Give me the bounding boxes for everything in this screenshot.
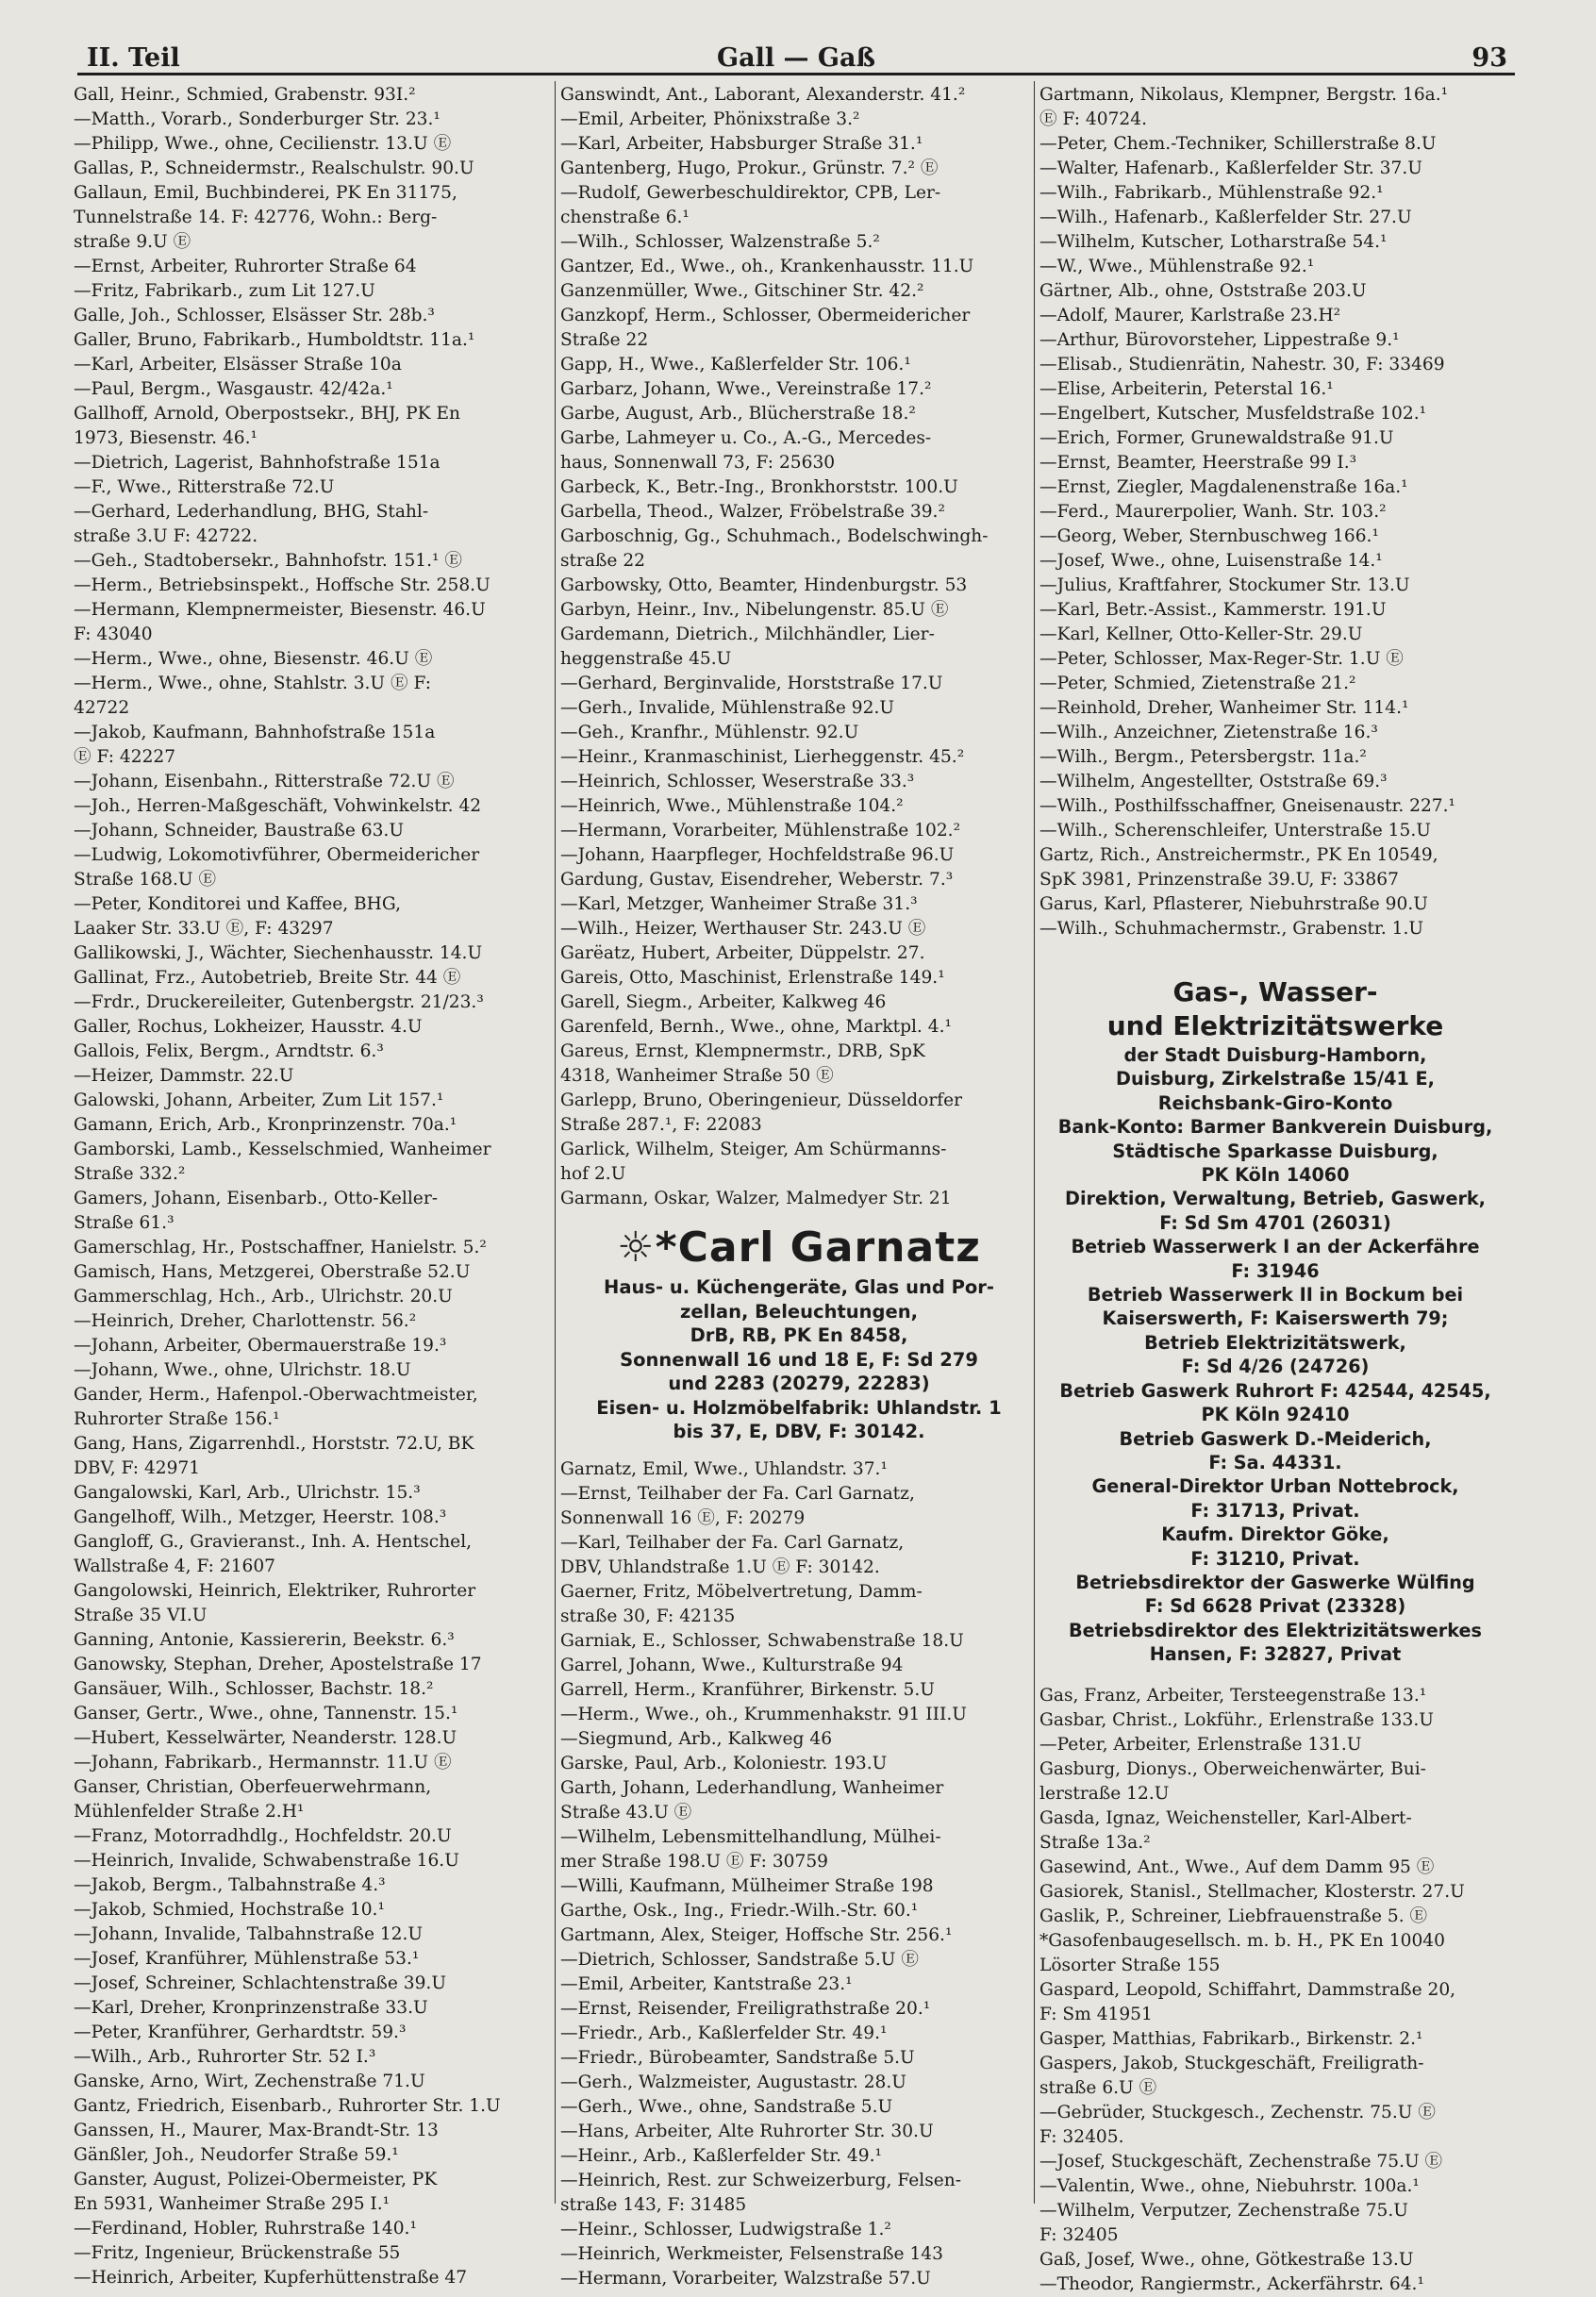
directory-entry: Gaslik, P., Schreiner, Liebfrauenstraße 5. Ⓔ (1039, 1906, 1428, 1926)
advert-line: und 2283 (20279, 22283) (668, 1373, 930, 1394)
directory-entry: —Karl, Teilhaber der Fa. Carl Garnatz, (560, 1532, 905, 1553)
directory-entry: —Arthur, Bürovorsteher, Lippestraße 9.¹ (1039, 330, 1400, 350)
directory-entry: —Ernst, Reisender, Freiligrathstraße 20.¹ (560, 1998, 931, 2019)
page-header (77, 38, 1515, 75)
directory-entry: —Heinrich, Schlosser, Weserstraße 33.³ (560, 772, 915, 791)
directory-entry: —Heinrich, Wwe., Mühlenstraße 104.² (560, 796, 904, 816)
directory-entry: Straße 61.³ (74, 1213, 175, 1233)
directory-entry: —Hermann, Vorarbeiter, Walzstraße 57.U (560, 2268, 931, 2289)
directory-entry: Garbe, August, Arb., Blücherstraße 18.² (560, 404, 916, 424)
advert-line: Reichsbank-Giro-Konto (1157, 1091, 1393, 1114)
gaswerke-details (1039, 1043, 1511, 1667)
directory-entry: Ganster, August, Polizei-Obermeister, PK (74, 2170, 438, 2189)
directory-entry: —Theodor, Rangiermstr., Ackerfährstr. 64.¹ (1039, 2273, 1424, 2294)
directory-entry: straße 143, F: 31485 (560, 2194, 747, 2215)
directory-entry: *Gasofenbaugesellsch. m. b. H., PK En 10040 (1039, 1930, 1445, 1951)
directory-entry: Gallas, P., Schneidermstr., Realschulstr. 90.U (74, 158, 474, 178)
advert-line: Städtische Sparkasse Duisburg, (1112, 1140, 1438, 1162)
directory-entry: Galle, Joh., Schlosser, Elsässer Str. 28b.³ (74, 306, 435, 325)
directory-entry: —Wilh., Posthilfsschaffner, Gneisenaustr. 227.¹ (1039, 796, 1456, 816)
directory-entry: hof 2.U (560, 1164, 626, 1184)
directory-entry: —Gerh., Wwe., ohne, Sandstraße 5.U (560, 2096, 893, 2117)
directory-entry: Ⓔ F: 42227 (74, 747, 176, 767)
advert-line: F: Sd Sm 4701 (26031) (1159, 1211, 1391, 1234)
directory-entry: —Wilh., Schuhmachermstr., Grabenstr. 1.U (1039, 919, 1424, 939)
directory-entry: Gangelhoff, Wilh., Metzger, Heerstr. 108.³ (74, 1507, 447, 1527)
directory-entry: straße 22 (560, 551, 645, 571)
directory-entry: Gardung, Gustav, Eisendreher, Weberstr. 7.³ (560, 870, 954, 890)
directory-entry: —Hermann, Klempnermeister, Biesenstr. 46.U (74, 600, 486, 620)
directory-entry: —Karl, Kellner, Otto-Keller-Str. 29.U (1039, 624, 1363, 644)
directory-entry: Straße 35 VI.U (74, 1606, 208, 1625)
directory-entry: Gartmann, Alex, Steiger, Hoffsche Str. 256.¹ (560, 1924, 953, 1945)
directory-entry: —Ernst, Arbeiter, Ruhrorter Straße 64 (74, 257, 417, 276)
directory-entry: —Ernst, Ziegler, Magdalenenstraße 16a.¹ (1039, 477, 1408, 497)
directory-entry: Tunnelstraße 14. F: 42776, Wohn.: Berg- (74, 208, 438, 227)
directory-entry: —Wilh., Heizer, Werthauser Str. 243.U Ⓔ (560, 919, 926, 939)
directory-entry: —Jakob, Kaufmann, Bahnhofstraße 151a (74, 723, 436, 742)
directory-entry: —Wilhelm, Angestellter, Oststraße 69.³ (1039, 772, 1388, 791)
directory-entry: mer Straße 198.U Ⓔ F: 30759 (560, 1851, 828, 1872)
section-label: II. Teil (87, 43, 180, 73)
directory-entry: Ganske, Arno, Wirt, Zechenstraße 71.U (74, 2072, 425, 2091)
directory-entry: —Gerh., Invalide, Mühlenstraße 92.U (560, 698, 895, 718)
directory-entry: —Johann, Invalide, Talbahnstraße 12.U (74, 1924, 424, 1944)
directory-entry: —Karl, Arbeiter, Habsburger Straße 31.¹ (560, 134, 923, 154)
directory-entry: Gasda, Ignaz, Weichensteller, Karl-Albert- (1039, 1807, 1412, 1828)
advert-line: zellan, Beleuchtungen, (679, 1300, 919, 1323)
directory-entry: —Peter, Kranführer, Gerhardtstr. 59.³ (74, 2022, 407, 2042)
directory-entry: Gärtner, Alb., ohne, Oststraße 203.U (1039, 281, 1367, 301)
advert-line: Betrieb Elektrizitätswerk, (1144, 1331, 1406, 1354)
directory-entry: —Hermann, Vorarbeiter, Mühlenstraße 102.² (560, 821, 961, 841)
directory-entry: Ⓔ F: 40724. (1039, 109, 1147, 129)
directory-entry: Gamers, Johann, Eisenbarb., Otto-Keller- (74, 1189, 438, 1208)
directory-entry: —Engelbert, Kutscher, Musfeldstraße 102.¹ (1039, 404, 1427, 424)
directory-entry: Laaker Str. 33.U Ⓔ, F: 43297 (74, 919, 334, 939)
directory-entry: —Hubert, Kesselwärter, Neanderstr. 128.U (74, 1728, 457, 1748)
directory-entry: lerstraße 12.U (1039, 1783, 1170, 1804)
directory-entry: —Erich, Former, Grunewaldstraße 91.U (1039, 428, 1394, 448)
directory-entry: Gallikowski, J., Wächter, Siechenhausstr. 14.U (74, 943, 483, 963)
directory-entry: —Frdr., Druckereileiter, Gutenbergstr. 21/23.³ (74, 992, 484, 1012)
directory-entry: Gamerschlag, Hr., Postschaffner, Hanielstr. 5.² (74, 1238, 487, 1257)
directory-entry: Gammerschlag, Hch., Arb., Ulrichstr. 20.U (74, 1287, 453, 1307)
directory-entry: —Reinhold, Dreher, Wanheimer Str. 114.¹ (1039, 698, 1409, 718)
directory-entry: Garbowsky, Otto, Beamter, Hindenburgstr. 53 (560, 575, 968, 595)
directory-entry: Gaß, Josef, Wwe., ohne, Götkestraße 13.U (1039, 2249, 1414, 2270)
directory-entry: Gallois, Felix, Bergm., Arndtstr. 6.³ (74, 1041, 384, 1061)
directory-entry: Gartmann, Nikolaus, Klempner, Bergstr. 16a.¹ (1039, 85, 1449, 105)
directory-entry: Gaspers, Jakob, Stuckgeschäft, Freiligrath- (1039, 2053, 1424, 2073)
advert-line: PK Köln 14060 (1201, 1164, 1350, 1187)
advert-line: Kaufm. Direktor Göke, (1161, 1523, 1389, 1546)
directory-entry: straße 9.U Ⓔ (74, 232, 191, 252)
gaswerke-title-2: und Elektrizitätswerke (1106, 1010, 1444, 1041)
advert-line: F: 31713, Privat. (1190, 1499, 1360, 1522)
directory-entry: Gasper, Matthias, Fabrikarb., Birkenstr. 2.¹ (1039, 2028, 1423, 2049)
directory-entry: Gangloff, G., Gravieranst., Inh. A. Hentschel, (74, 1532, 473, 1552)
directory-entry: haus, Sonnenwall 73, F: 25630 (560, 453, 836, 473)
column-right (1039, 83, 1511, 2297)
directory-entry: Gantz, Friedrich, Eisenbarb., Ruhrorter Str. 1.U (74, 2096, 501, 2116)
directory-entry: —Josef, Wwe., ohne, Luisenstraße 14.¹ (1039, 551, 1383, 571)
directory-entry: —Johann, Wwe., ohne, Ulrichstr. 18.U (74, 1360, 411, 1380)
directory-entry: —Herm., Wwe., ohne, Biesenstr. 46.U Ⓔ (74, 649, 433, 669)
directory-entry: Garbarz, Johann, Wwe., Vereinstraße 17.² (560, 379, 932, 399)
directory-entry: Garenfeld, Bernh., Wwe., ohne, Marktpl. 4.¹ (560, 1017, 952, 1037)
directory-entry: —Wilh., Scherenschleifer, Unterstraße 15.U (1039, 821, 1431, 841)
directory-entry: Gallinat, Frz., Autobetrieb, Breite Str. 44 Ⓔ (74, 968, 461, 988)
directory-entry: —Herm., Wwe., oh., Krummenhakstr. 91 III.U (560, 1704, 967, 1724)
directory-entry: —Fritz, Ingenieur, Brückenstraße 55 (74, 2243, 401, 2263)
advert-line: Betrieb Gaswerk D.-Meiderich, (1119, 1427, 1432, 1450)
directory-entry: 4318, Wanheimer Straße 50 Ⓔ (560, 1066, 834, 1086)
column-divider (555, 81, 556, 2204)
directory-entry: —Ernst, Beamter, Heerstraße 99 I.³ (1039, 453, 1357, 473)
directory-entry: heggenstraße 45.U (560, 649, 732, 669)
directory-entry: straße 30, F: 42135 (560, 1606, 736, 1626)
directory-entry: —Heinrich, Arbeiter, Kupferhüttenstraße 47 (74, 2268, 468, 2288)
advert-line: der Stadt Duisburg-Hamborn, (1123, 1044, 1427, 1066)
directory-entry: —Karl, Metzger, Wanheimer Straße 31.³ (560, 894, 918, 914)
directory-entry: Garboschnig, Gg., Schuhmach., Bodelschwingh- (560, 526, 989, 546)
directory-entry: —Friedr., Bürobeamter, Sandstraße 5.U (560, 2047, 915, 2068)
directory-entry: —Joh., Herren-Maßgeschäft, Vohwinkelstr. 42 (74, 796, 482, 816)
directory-entry: F: Sm 41951 (1039, 2004, 1153, 2024)
directory-entry: Straße 168.U Ⓔ (74, 870, 217, 890)
directory-entry: —Dietrich, Lagerist, Bahnhofstraße 151a (74, 453, 441, 473)
directory-entry: Ganswindt, Ant., Laborant, Alexanderstr. 41.² (560, 85, 966, 105)
directory-entry: —Elisab., Studienrätin, Nahestr. 30, F: 33469 (1039, 355, 1445, 375)
directory-entry: —Gerhard, Berginvalide, Horststraße 17.U (560, 674, 943, 693)
directory-entry: —Peter, Schlosser, Max-Reger-Str. 1.U Ⓔ (1039, 649, 1404, 669)
directory-entry: Galowski, Johann, Arbeiter, Zum Lit 157.¹ (74, 1090, 444, 1110)
directory-entry: Garniak, E., Schlosser, Schwabenstraße 18.U (560, 1630, 964, 1651)
directory-entry: —Philipp, Wwe., ohne, Cecilienstr. 13.U Ⓔ (74, 134, 452, 154)
directory-entry: Wallstraße 4, F: 21607 (74, 1556, 276, 1576)
directory-entry: —Gebrüder, Stuckgesch., Zechenstr. 75.U Ⓔ (1039, 2102, 1436, 2122)
directory-entry: Mühlenfelder Straße 2.H¹ (74, 1802, 305, 1822)
directory-entry: —Ferd., Maurerpolier, Wanh. Str. 103.² (1039, 502, 1387, 522)
directory-entry: —Elise, Arbeiterin, Peterstal 16.¹ (1039, 379, 1334, 399)
directory-entry: —Heinrich, Rest. zur Schweizerburg, Felsen- (560, 2170, 961, 2190)
advert-line: Sonnenwall 16 und 18 E, F: Sd 279 (620, 1348, 978, 1371)
directory-entry: Straße 22 (560, 330, 649, 350)
directory-entry: Garlick, Wilhelm, Steiger, Am Schürmanns- (560, 1140, 947, 1159)
directory-entry: —Julius, Kraftfahrer, Stockumer Str. 13.U (1039, 575, 1410, 595)
advert-line: Betrieb Gaswerk Ruhrort F: 42544, 42545, (1059, 1379, 1491, 1402)
directory-entry: DBV, F: 42971 (74, 1458, 201, 1478)
directory-entry: —Ludwig, Lokomotivführer, Obermeidericher (74, 845, 480, 865)
directory-entry: Gasiorek, Stanisl., Stellmacher, Klosterstr. 27.U (1039, 1881, 1465, 1902)
advert-line: Kaiserswerth, F: Kaiserswerth 79; (1102, 1307, 1449, 1330)
advert-line: Hansen, F: 32827, Privat (1149, 1643, 1402, 1666)
running-head: Gall — Gaß (717, 43, 875, 73)
directory-entry: Gansäuer, Wilh., Schlosser, Bachstr. 18.² (74, 1679, 434, 1699)
gaswerke-advert (1039, 975, 1511, 1667)
directory-entry: Garmann, Oskar, Walzer, Malmedyer Str. 21 (560, 1189, 952, 1208)
advert-line: DrB, RB, PK En 8458, (690, 1324, 908, 1346)
directory-entry: Garbeck, K., Betr.-Ing., Bronkhorststr. 100.U (560, 477, 958, 497)
garnatz-title: ☼*Carl Garnatz (617, 1223, 981, 1272)
directory-entry: F: 32405 (1039, 2224, 1119, 2245)
directory-entry: —Gerh., Walzmeister, Augustastr. 28.U (560, 2072, 906, 2092)
directory-entry: —F., Wwe., Ritterstraße 72.U (74, 477, 335, 497)
column-middle (560, 83, 1032, 2291)
directory-entry: Gangalowski, Karl, Arb., Ulrichstr. 15.³ (74, 1483, 421, 1503)
directory-entry: —Walter, Hafenarb., Kaßlerfelder Str. 37.U (1039, 158, 1422, 178)
directory-entry: Ganssen, H., Maurer, Max-Brandt-Str. 13 (74, 2121, 439, 2140)
directory-entry: —Adolf, Maurer, Karlstraße 23.H² (1039, 306, 1341, 325)
directory-entry: 1973, Biesenstr. 46.¹ (74, 428, 258, 448)
directory-entry: —Heinr., Arb., Kaßlerfelder Str. 49.¹ (560, 2145, 882, 2166)
entries-right-top (1039, 83, 1511, 941)
directory-entry: —Josef, Stuckgeschäft, Zechenstraße 75.U Ⓔ (1039, 2151, 1443, 2172)
directory-entry: Gaerner, Fritz, Möbelvertretung, Damm- (560, 1581, 923, 1602)
directory-entry: Gasbar, Christ., Lokführ., Erlenstraße 133.U (1039, 1709, 1434, 1730)
advert-line: Eisen- u. Holzmöbelfabrik: Uhlandstr. 1 (596, 1396, 1002, 1419)
directory-entry: —Geh., Stadtobersekr., Bahnhofstr. 151.¹ Ⓔ (74, 551, 462, 571)
directory-entry: —Emil, Arbeiter, Kantstraße 23.¹ (560, 1973, 853, 1994)
directory-entry: Galler, Bruno, Fabrikarb., Humboldtstr. 11a.¹ (74, 330, 475, 350)
directory-entry: Gasewind, Ant., Wwe., Auf dem Damm 95 Ⓔ (1039, 1856, 1435, 1877)
directory-entry: En 5931, Wanheimer Straße 295 I.¹ (74, 2194, 391, 2214)
directory-entry: —Karl, Betr.-Assist., Kammerstr. 191.U (1039, 600, 1387, 620)
directory-entry: —Valentin, Wwe., ohne, Niebuhrstr. 100a.¹ (1039, 2175, 1420, 2196)
directory-entry: —Johann, Arbeiter, Obermauerstraße 19.³ (74, 1336, 447, 1356)
directory-entry: Gangolowski, Heinrich, Elektriker, Ruhrorter (74, 1581, 476, 1601)
directory-entry: 42722 (74, 698, 130, 718)
directory-entry: —Karl, Dreher, Kronprinzenstraße 33.U (74, 1998, 428, 2018)
directory-entry: straße 3.U F: 42722. (74, 526, 258, 546)
directory-entry: —Heinrich, Dreher, Charlottenstr. 56.² (74, 1311, 417, 1331)
directory-entry: —Wilhelm, Kutscher, Lotharstraße 54.¹ (1039, 232, 1388, 252)
directory-entry: Lösorter Straße 155 (1039, 1955, 1221, 1975)
directory-entry: —Emil, Arbeiter, Phönixstraße 3.² (560, 109, 860, 129)
directory-entry: —Herm., Betriebsinspekt., Hoffsche Str. 258.U (74, 575, 490, 595)
directory-entry: —Wilh., Anzeichner, Zietenstraße 16.³ (1039, 723, 1378, 742)
advert-line: Betriebsdirektor des Elektrizitätswerkes (1069, 1619, 1482, 1641)
directory-entry: —Peter, Arbeiter, Erlenstraße 131.U (1039, 1734, 1362, 1755)
advert-line: Betrieb Wasserwerk II in Bockum bei (1087, 1284, 1464, 1307)
header-rule (77, 73, 1515, 75)
directory-entry: straße 6.U Ⓔ (1039, 2077, 1157, 2098)
directory-entry: —Dietrich, Schlosser, Sandstraße 5.U Ⓔ (560, 1949, 919, 1970)
directory-entry: Gareis, Otto, Maschinist, Erlenstraße 149.¹ (560, 968, 945, 988)
directory-entry: Garbella, Theod., Walzer, Fröbelstraße 39.² (560, 502, 945, 522)
directory-entry: Straße 43.U Ⓔ (560, 1802, 692, 1823)
directory-entry: —Johann, Schneider, Baustraße 63.U (74, 821, 404, 841)
directory-entry: F: 32405. (1039, 2126, 1124, 2147)
page-number: 93 (1471, 43, 1507, 73)
gaswerke-title-1: Gas-, Wasser- (1172, 976, 1378, 1007)
directory-entry: —Wilh., Bergm., Petersbergstr. 11a.² (1039, 747, 1367, 767)
directory-entry: Ganzenmüller, Wwe., Gitschiner Str. 42.² (560, 281, 924, 301)
directory-entry: Gänßler, Joh., Neudorfer Straße 59.¹ (74, 2145, 399, 2165)
directory-entry: —Ernst, Teilhaber der Fa. Carl Garnatz, (560, 1483, 915, 1504)
directory-entry: Garske, Paul, Arb., Koloniestr. 193.U (560, 1753, 888, 1773)
directory-entry: —Paul, Bergm., Wasgaustr. 42/42a.¹ (74, 379, 393, 399)
directory-entry: Gartz, Rich., Anstreichermstr., PK En 10549, (1039, 845, 1438, 865)
directory-entry: Garrell, Herm., Kranführer, Birkenstr. 5.U (560, 1679, 935, 1700)
garnatz-advert (566, 1221, 1032, 1444)
directory-entry: —Peter, Chem.-Techniker, Schillerstraße 8.U (1039, 134, 1437, 154)
directory-entry: —Heinrich, Invalide, Schwabenstraße 16.U (74, 1851, 459, 1871)
directory-entry: Straße 287.¹, F: 22083 (560, 1115, 762, 1135)
directory-entry: —Heinrich, Werkmeister, Felsenstraße 143 (560, 2243, 943, 2264)
directory-entry: —Georg, Weber, Sternbuschweg 166.¹ (1039, 526, 1379, 546)
entries-right-bottom (1039, 1684, 1511, 2297)
directory-entry: DBV, Uhlandstraße 1.U Ⓔ F: 30142. (560, 1556, 880, 1577)
directory-entry: —W., Wwe., Mühlenstraße 92.¹ (1039, 257, 1315, 276)
directory-entry: —Peter, Schmied, Zietenstraße 21.² (1039, 674, 1356, 693)
directory-entry: Galler, Rochus, Lokheizer, Hausstr. 4.U (74, 1017, 423, 1037)
directory-entry: Gapp, H., Wwe., Kaßlerfelder Str. 106.¹ (560, 355, 911, 375)
advert-line: Betriebsdirektor der Gaswerke Wülfing (1075, 1571, 1475, 1593)
directory-entry: F: 43040 (74, 624, 153, 644)
column-left (74, 83, 545, 2290)
directory-entry: —Gerhard, Lederhandlung, BHG, Stahl- (74, 502, 429, 522)
directory-entry: —Franz, Motorradhdlg., Hochfeldstr. 20.U (74, 1826, 452, 1846)
directory-entry: —Wilhelm, Verputzer, Zechenstraße 75.U (1039, 2200, 1408, 2221)
directory-entry: Gamann, Erich, Arb., Kronprinzenstr. 70a.¹ (74, 1115, 457, 1135)
directory-entry: Straße 332.² (74, 1164, 186, 1184)
directory-entry: Gareus, Ernst, Klempnermstr., DRB, SpK (560, 1041, 925, 1061)
entries-middle-bottom (560, 1457, 1032, 2291)
directory-entry: Gander, Herm., Hafenpol.-Oberwachtmeister, (74, 1385, 478, 1405)
directory-entry: Sonnenwall 16 Ⓔ, F: 20279 (560, 1507, 806, 1528)
directory-entry: —Hans, Arbeiter, Alte Ruhrorter Str. 30.U (560, 2121, 934, 2141)
directory-entry: Ganzkopf, Herm., Schlosser, Obermeidericher (560, 306, 971, 325)
advert-line: Betrieb Wasserwerk I an der Ackerfähre (1071, 1236, 1480, 1258)
directory-entry: —Josef, Schreiner, Schlachtenstraße 39.U (74, 1973, 446, 1993)
directory-entry: —Wilh., Arb., Ruhrorter Str. 52 I.³ (74, 2047, 376, 2067)
directory-entry: Garth, Johann, Lederhandlung, Wanheimer (560, 1777, 944, 1798)
directory-entry: Gas, Franz, Arbeiter, Tersteegenstraße 13.¹ (1039, 1685, 1427, 1706)
directory-entry: —Josef, Kranführer, Mühlenstraße 53.¹ (74, 1949, 420, 1969)
directory-entry: Gantzer, Ed., Wwe., oh., Krankenhausstr. 11.U (560, 257, 974, 276)
directory-entry: Garus, Karl, Pflasterer, Niebuhrstraße 90.U (1039, 894, 1428, 914)
advert-line: Bank-Konto: Barmer Bankverein Duisburg, (1057, 1116, 1493, 1139)
directory-entry: —Johann, Haarpfleger, Hochfeldstraße 96.U (560, 845, 955, 865)
directory-entry: Ruhrorter Straße 156.¹ (74, 1409, 280, 1429)
directory-entry: Ganser, Christian, Oberfeuerwehrmann, (74, 1777, 432, 1797)
directory-entry: Ganowsky, Stephan, Dreher, Apostelstraße 17 (74, 1655, 482, 1674)
directory-entry: Gang, Hans, Zigarrenhdl., Horststr. 72.U, BK (74, 1434, 474, 1454)
advert-line: F: Sa. 44331. (1208, 1451, 1342, 1473)
advert-line: F: Sd 6628 Privat (23328) (1144, 1595, 1406, 1618)
directory-entry: —Fritz, Fabrikarb., zum Lit 127.U (74, 281, 375, 301)
directory-entry: —Heinr., Kranmaschinist, Lierheggenstr. 45.² (560, 747, 965, 767)
advert-line: bis 37, E, DBV, F: 30142. (673, 1421, 925, 1442)
directory-entry: Ganser, Gertr., Wwe., ohne, Tannenstr. 15.¹ (74, 1704, 458, 1723)
directory-entry: Gardemann, Dietrich., Milchhändler, Lier- (560, 624, 935, 644)
advert-line: F: 31210, Privat. (1190, 1547, 1360, 1570)
directory-entry: —Friedr., Arb., Kaßlerfelder Str. 49.¹ (560, 2022, 888, 2043)
advert-line: PK Köln 92410 (1201, 1404, 1350, 1426)
advert-line: Haus- u. Küchengeräte, Glas und Por- (604, 1276, 994, 1298)
directory-entry: Garëatz, Hubert, Arbeiter, Düppelstr. 27. (560, 943, 925, 963)
directory-entry: —Ferdinand, Hobler, Ruhrstraße 140.¹ (74, 2219, 417, 2239)
directory-entry: —Matth., Vorarb., Sonderburger Str. 23.¹ (74, 109, 441, 129)
directory-entry: —Heinr., Schlosser, Ludwigstraße 1.² (560, 2219, 891, 2239)
directory-entry: Garrel, Johann, Wwe., Kulturstraße 94 (560, 1655, 904, 1675)
advert-line: F: 31946 (1231, 1259, 1320, 1282)
directory-entry: Gamisch, Hans, Metzgerei, Oberstraße 52.U (74, 1262, 471, 1282)
advert-line: General-Direktor Urban Nottebrock, (1091, 1475, 1459, 1498)
directory-entry: Garbe, Lahmeyer u. Co., A.-G., Mercedes- (560, 428, 932, 448)
advert-line: F: Sd 4/26 (24726) (1181, 1356, 1370, 1378)
directory-entry: —Wilh., Hafenarb., Kaßlerfelder Str. 27.U (1039, 208, 1412, 227)
directory-entry: Ganning, Antonie, Kassiererin, Beekstr. 6.³ (74, 1630, 455, 1650)
advert-line: Direktion, Verwaltung, Betrieb, Gaswerk, (1065, 1188, 1486, 1210)
directory-entry: —Geh., Kranfhr., Mühlenstr. 92.U (560, 723, 859, 742)
directory-entry: —Peter, Konditorei und Kaffee, BHG, (74, 894, 401, 914)
column-divider (1034, 81, 1035, 2204)
directory-entry: —Johann, Eisenbahn., Ritterstraße 72.U Ⓔ (74, 772, 455, 791)
directory-entry: Gasburg, Dionys., Oberweichenwärter, Bui- (1039, 1758, 1426, 1779)
directory-entry: —Herm., Wwe., ohne, Stahlstr. 3.U Ⓔ F: (74, 674, 432, 693)
directory-entry: Gantenberg, Hugo, Prokur., Grünstr. 7.² Ⓔ (560, 158, 939, 178)
advert-line: Duisburg, Zirkelstraße 15/41 E, (1116, 1068, 1435, 1090)
directory-entry: Gamborski, Lamb., Kesselschmied, Wanheimer (74, 1140, 491, 1159)
directory-entry: —Wilhelm, Lebensmittelhandlung, Mülhei- (560, 1826, 941, 1847)
directory-entry: Gall, Heinr., Schmied, Grabenstr. 93I.² (74, 85, 416, 105)
directory-entry: —Heizer, Dammstr. 22.U (74, 1066, 294, 1086)
directory-entry: Gallaun, Emil, Buchbinderei, PK En 31175, (74, 183, 457, 203)
directory-entry: Straße 13a.² (1039, 1832, 1151, 1853)
directory-entry: —Jakob, Bergm., Talbahnstraße 4.³ (74, 1875, 386, 1895)
directory-entry: chenstraße 6.¹ (560, 208, 690, 227)
directory-entry: SpK 3981, Prinzenstraße 39.U, F: 33867 (1039, 870, 1399, 890)
directory-entry: —Jakob, Schmied, Hochstraße 10.¹ (74, 1900, 385, 1920)
directory-entry: —Wilh., Fabrikarb., Mühlenstraße 92.¹ (1039, 183, 1384, 203)
directory-entry: Gaspard, Leopold, Schiffahrt, Dammstraße 20, (1039, 1979, 1456, 2000)
directory-entry: —Johann, Fabrikarb., Hermannstr. 11.U Ⓔ (74, 1753, 452, 1773)
directory-entry: —Siegmund, Arb., Kalkweg 46 (560, 1728, 833, 1749)
directory-entry: Garell, Siegm., Arbeiter, Kalkweg 46 (560, 992, 887, 1012)
directory-entry: —Willi, Kaufmann, Mülheimer Straße 198 (560, 1875, 934, 1896)
directory-entry: Gallhoff, Arnold, Oberpostsekr., BHJ, PK En (74, 404, 460, 424)
garnatz-details (566, 1275, 1032, 1444)
directory-entry: —Wilh., Schlosser, Walzenstraße 5.² (560, 232, 880, 252)
directory-entry: Garthe, Osk., Ing., Friedr.-Wilh.-Str. 60.¹ (560, 1900, 919, 1921)
directory-entry: Garlepp, Bruno, Oberingenieur, Düsseldorfer (560, 1090, 963, 1110)
entries-middle-top (560, 83, 1032, 1211)
directory-entry: —Rudolf, Gewerbeschuldirektor, CPB, Ler- (560, 183, 941, 203)
directory-entry: —Karl, Arbeiter, Elsässer Straße 10a (74, 355, 402, 375)
directory-entry: Garbyn, Heinr., Inv., Nibelungenstr. 85.U Ⓔ (560, 600, 949, 620)
directory-entry: Garnatz, Emil, Wwe., Uhlandstr. 37.¹ (560, 1458, 888, 1479)
